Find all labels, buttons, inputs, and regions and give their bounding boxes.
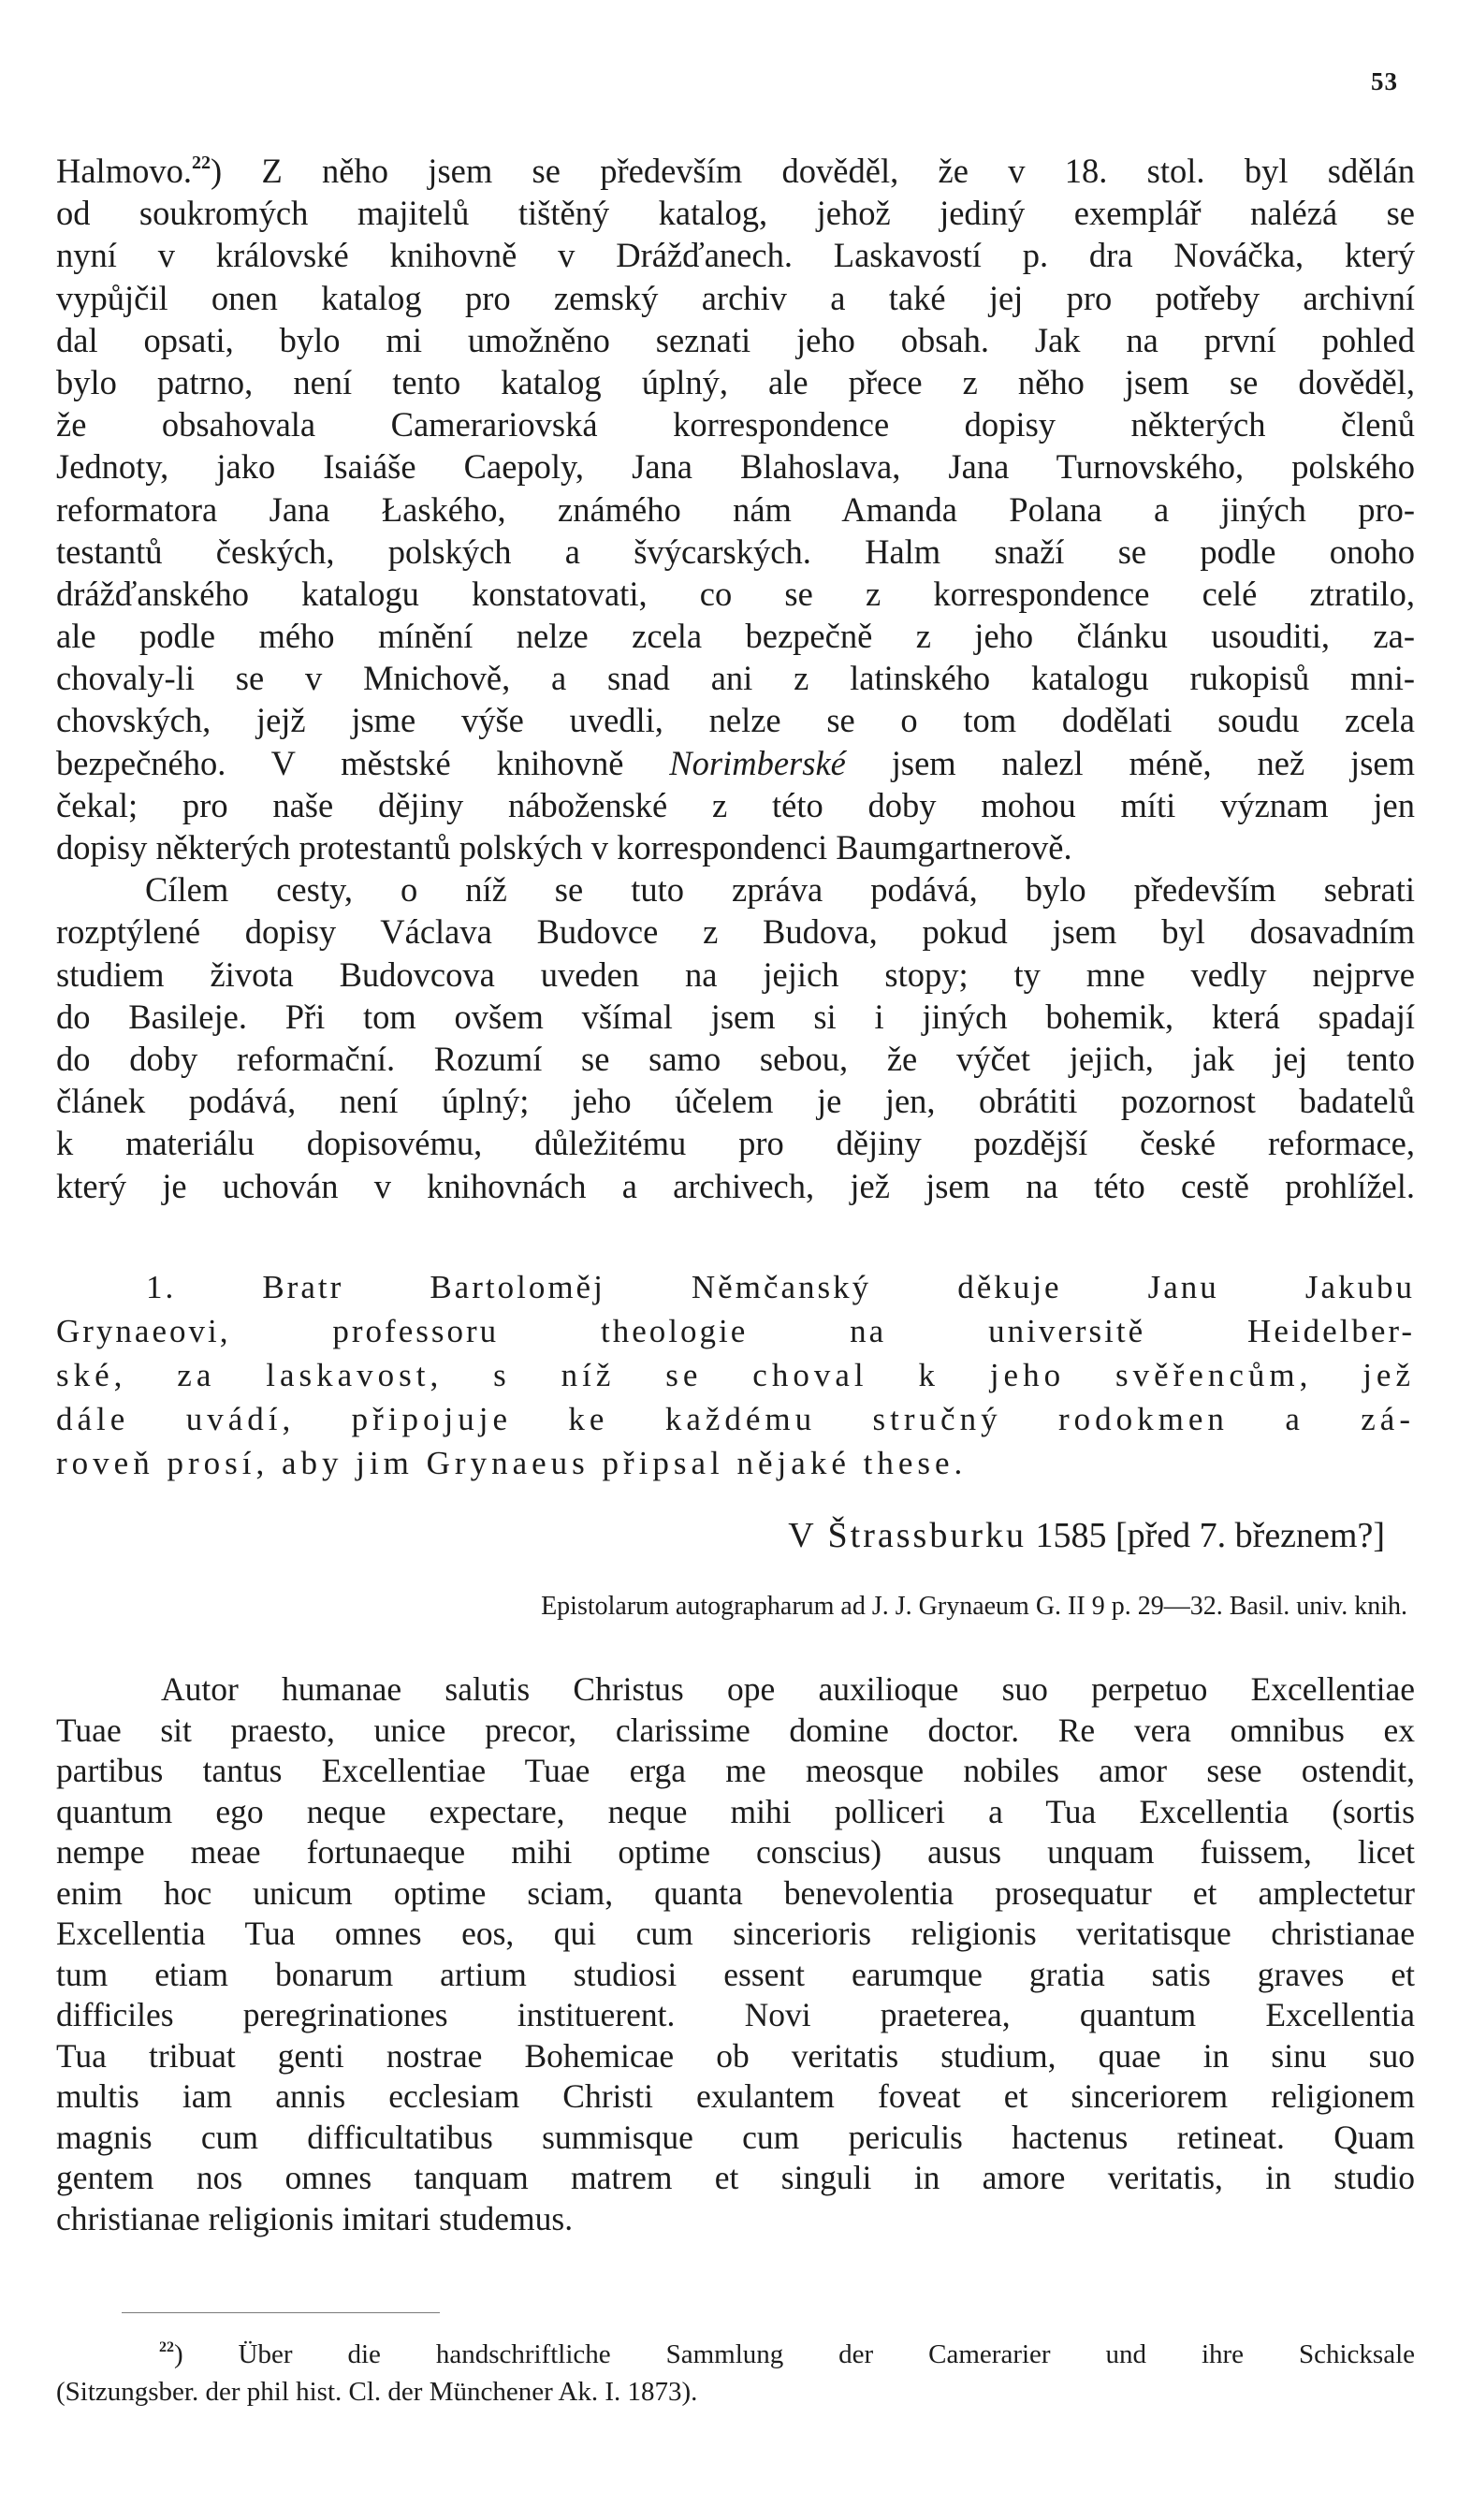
place-name: V Štrassburku (788, 1516, 1027, 1555)
heading-line: roveň prosí, aby jim Grynaeus připsal nějaké these. (56, 1445, 968, 1481)
text-line: studiem života Budovcova uveden na jejich stopy; ty mne vedly nejprve (56, 954, 1415, 994)
text-line: ale podle mého mínění nelze zcela bezpečně z jeho článku usouditi, za- (56, 617, 1415, 656)
heading-line: dále uvádí, připojuje ke každému stručný rodokmen a zá- (56, 1401, 1415, 1437)
latin-line: nempe meae fortunaeque mihi optime conscius) ausus unquam fuissem, licet (56, 1833, 1415, 1871)
footnote-line: $^{22}$) Über die handschriftliche Sammlung der Camerarier und ihre Schicksale (159, 2339, 1415, 2369)
footnote (56, 2336, 1415, 2411)
latin-line: difficiles peregrinationes instituerent. Novi praeterea, quantum Excellentia (56, 1996, 1415, 2033)
text-line: od soukromých majitelů tištěný katalog, jehož jediný exemplář nalézá se (56, 194, 1415, 233)
text-line: reformatora Jana Łaského, známého nám Amanda Polana a jiných pro- (56, 489, 1415, 529)
footnote-line: (Sitzungsber. der phil hist. Cl. der Münchener Ak. I. 1873). (56, 2377, 698, 2407)
text-line: článek podává, není úplný; jeho účelem je jen, obrátiti pozornost badatelů (56, 1082, 1415, 1121)
latin-letter-text (56, 1669, 1415, 2239)
latin-line: magnis cum difficultatibus summisque cum periculis hactenus retineat. Quam (56, 2118, 1415, 2156)
entry-heading (56, 1265, 1415, 1485)
text-line: do Basileje. Při tom ovšem všímal jsem si i jiných bohemik, která spadají (56, 997, 1415, 1036)
date: 1585 [před 7. březnem?] (1026, 1516, 1385, 1555)
text-line: nyní v královské knihovně v Drážďanech. Laskavostí p. dra Nováčka, který (56, 236, 1415, 275)
footnote-divider (122, 2312, 440, 2313)
latin-line: christianae religionis imitari studemus. (56, 2199, 574, 2237)
latin-line: partibus tantus Excellentiae Tuae erga me meosque nobiles amor sese ostendit, (56, 1752, 1415, 1789)
text-line: testantů českých, polských a švýcarských. Halm snaží se podle onoho (56, 532, 1415, 571)
text-line: rozptýlené dopisy Václava Budovce z Budova, pokud jsem byl dosavadním (56, 912, 1415, 952)
heading-line: 1. Bratr Bartoloměj Němčanský děkuje Janu Jakubu (146, 1269, 1415, 1305)
page-number: 53 (1371, 67, 1398, 95)
text-line: Cílem cesty, o níž se tuto zpráva podává, bylo především sebrati (145, 870, 1415, 910)
latin-line: Excellentia Tua omnes eos, qui cum sincerioris religionis veritatisque christianae (56, 1915, 1415, 1952)
text-line: drážďanského katalogu konstatovati, co se z korrespondence celé ztratilo, (56, 574, 1415, 613)
intro-paragraphs (56, 150, 1415, 1207)
text-line: Halmovo.$^{22}$) Z něho jsem se především dověděl, že v 18. stol. byl sdělán (56, 152, 1415, 190)
latin-line: Tuae sit praesto, unice precor, clarissime domine doctor. Re vera omnibus ex (56, 1711, 1415, 1749)
latin-line: enim hoc unicum optime sciam, quanta benevolentia prosequatur et amplectetur (56, 1873, 1415, 1912)
text-line: do doby reformační. Rozumí se samo sebou, že výčet jejich, jak jej tento (56, 1039, 1415, 1078)
latin-line: gentem nos omnes tanquam matrem et singuli in amore veritatis, in studio (56, 2159, 1415, 2196)
place-date-line (56, 1511, 1415, 1560)
text-line: že obsahovala Camerariovská korrespondence dopisy některých členů (56, 405, 1415, 444)
footnote-number: 22 (159, 2339, 174, 2356)
place-date (56, 1511, 1415, 1560)
italic-place-name: Norimberské (669, 743, 846, 782)
text-line: bylo patrno, není tento katalog úplný, ale přece z něho jsem se dověděl, (56, 362, 1415, 401)
latin-line: Tua tribuat genti nostrae Bohemicae ob veritatis studium, quae in sinu suo (56, 2036, 1415, 2075)
text-line: chovaly-li se v Mnichově, a snad ani z latinského katalogu rukopisů mni- (56, 659, 1415, 698)
latin-line: quantum ego neque expectare, neque mihi polliceri a Tua Excellentia (sortis (56, 1792, 1415, 1830)
text-line: bezpečného. V městské knihovně Norimberské jsem nalezl méně, než jsem (56, 743, 1415, 782)
heading-line: ské, za laskavost, s níž se choval k jeho svěřencům, jež (56, 1357, 1415, 1393)
text-line: dal opsati, bylo mi umožněno seznati jeho obsah. Jak na první pohled (56, 320, 1415, 359)
text-line: chovských, jejž jsme výše uvedli, nelze se o tom dodělati soudu zcela (56, 701, 1415, 740)
text-line: dopisy některých protestantů polských v korrespondenci Baumgartnerově. (56, 828, 1072, 867)
latin-line: Autor humanae salutis Christus ope auxilioque suo perpetuo Excellentiae (161, 1670, 1415, 1708)
text-line: k materiálu dopisovému, důležitému pro dějiny pozdější české reformace, (56, 1124, 1415, 1163)
latin-line: multis iam annis ecclesiam Christi exulantem foveat et sinceriorem religionem (56, 2077, 1415, 2115)
source-reference (56, 1588, 1415, 1625)
latin-line: tum etiam bonarum artium studiosi essent earumque gratia satis graves et (56, 1955, 1415, 1993)
text-line: vypůjčil onen katalog pro zemský archiv a také jej pro potřeby archivní (56, 278, 1415, 317)
source-line: Epistolarum autographarum ad J. J. Grynaeum G. II 9 p. 29—32. Basil. univ. knih. (541, 1592, 1407, 1621)
footnote-ref: 22 (191, 152, 211, 173)
heading-line: Grynaeovi, professoru theologie na universitě Heidelber- (56, 1313, 1415, 1349)
text-line: čekal; pro naše dějiny náboženské z této doby mohou míti význam jen (56, 785, 1415, 824)
text-line: Jednoty, jako Isaiáše Caepoly, Jana Blahoslava, Jana Turnovského, polského (56, 447, 1415, 487)
text-line: který je uchován v knihovnách a archivech, jež jsem na této cestě prohlížel. (56, 1166, 1415, 1205)
